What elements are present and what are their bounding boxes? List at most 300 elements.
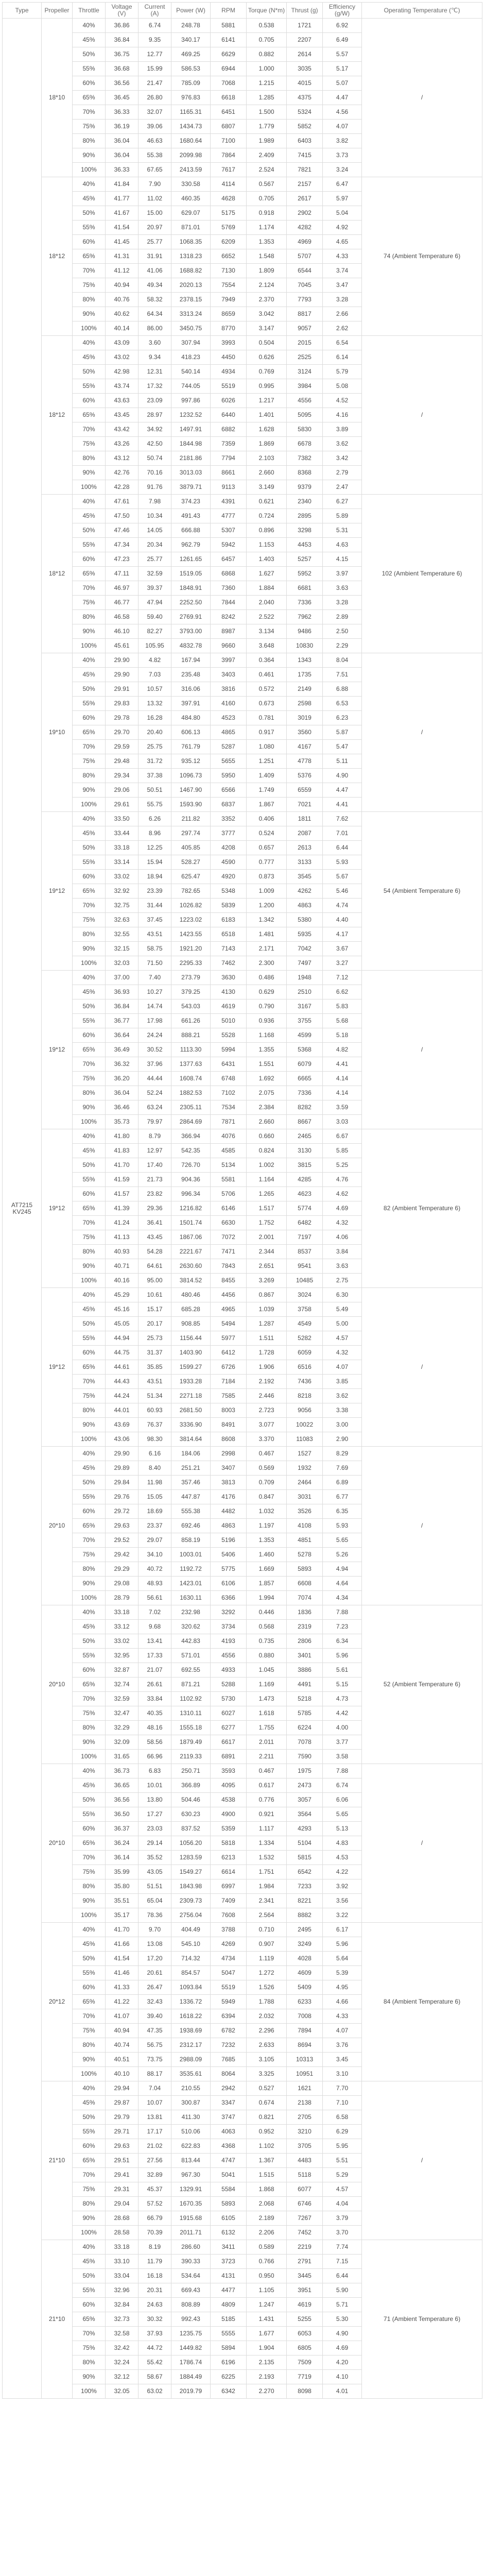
power-cell: 1599.27	[171, 1360, 211, 1375]
rpm-cell: 5581	[211, 1173, 247, 1187]
rpm-cell: 6412	[211, 1346, 247, 1360]
rpm-cell: 6882	[211, 422, 247, 437]
voltage-cell: 44.75	[106, 1346, 139, 1360]
power-cell: 250.71	[171, 1764, 211, 1778]
thrust-cell: 8667	[287, 1115, 323, 1129]
torque-cell: 0.917	[247, 725, 287, 740]
efficiency-cell: 3.27	[323, 956, 362, 971]
rpm-cell: 6652	[211, 249, 247, 264]
thrust-cell: 3024	[287, 1288, 323, 1302]
thrust-cell: 9379	[287, 480, 323, 495]
thrust-cell: 3249	[287, 1937, 323, 1952]
throttle-cell: 65%	[73, 1995, 106, 2009]
efficiency-cell: 5.65	[323, 1807, 362, 1822]
thrust-cell: 10313	[287, 2053, 323, 2067]
power-cell: 669.43	[171, 2283, 211, 2298]
torque-cell: 0.907	[247, 1937, 287, 1952]
current-cell: 17.17	[139, 2125, 171, 2139]
throttle-cell: 45%	[73, 1461, 106, 1476]
current-cell: 6.74	[139, 19, 171, 33]
power-cell: 3450.75	[171, 321, 211, 336]
voltage-cell: 28.79	[106, 1591, 139, 1605]
current-cell: 50.51	[139, 783, 171, 798]
rpm-cell: 6209	[211, 235, 247, 249]
efficiency-cell: 6.29	[323, 2125, 362, 2139]
thrust-cell: 5324	[287, 105, 323, 120]
voltage-cell: 29.91	[106, 682, 139, 697]
current-cell: 66.96	[139, 1750, 171, 1764]
voltage-cell: 33.44	[106, 826, 139, 841]
rpm-cell: 6196	[211, 2355, 247, 2370]
rpm-cell: 7462	[211, 956, 247, 971]
efficiency-cell: 5.67	[323, 870, 362, 884]
thrust-cell: 3057	[287, 1793, 323, 1807]
torque-cell: 3.134	[247, 624, 287, 639]
power-cell: 2221.67	[171, 1245, 211, 1259]
throttle-cell: 100%	[73, 2226, 106, 2240]
rpm-cell: 4934	[211, 365, 247, 379]
thrust-cell: 3984	[287, 379, 323, 394]
thrust-cell: 5376	[287, 769, 323, 783]
rpm-cell: 4523	[211, 711, 247, 725]
thrust-cell: 4609	[287, 1966, 323, 1980]
efficiency-cell: 4.01	[323, 2384, 362, 2399]
thrust-cell: 8537	[287, 1245, 323, 1259]
current-cell: 70.16	[139, 466, 171, 480]
current-cell: 6.16	[139, 1447, 171, 1461]
throttle-cell: 80%	[73, 1721, 106, 1735]
power-cell: 210.55	[171, 2081, 211, 2096]
current-cell: 21.07	[139, 1663, 171, 1677]
rpm-cell: 7072	[211, 1230, 247, 1245]
current-cell: 34.92	[139, 422, 171, 437]
torque-cell: 0.461	[247, 668, 287, 682]
torque-cell: 2.040	[247, 596, 287, 610]
efficiency-cell: 6.92	[323, 19, 362, 33]
throttle-cell: 45%	[73, 2255, 106, 2269]
power-cell: 316.06	[171, 682, 211, 697]
voltage-cell: 47.61	[106, 495, 139, 509]
power-cell: 411.30	[171, 2110, 211, 2125]
efficiency-cell: 5.49	[323, 1302, 362, 1317]
rpm-cell: 5494	[211, 1317, 247, 1331]
torque-cell: 2.660	[247, 466, 287, 480]
voltage-cell: 47.11	[106, 567, 139, 581]
current-cell: 43.05	[139, 1865, 171, 1879]
power-cell: 297.74	[171, 826, 211, 841]
torque-cell: 0.567	[247, 177, 287, 192]
rpm-cell: 6431	[211, 1057, 247, 1072]
propeller-cell: 21*10	[42, 2081, 73, 2240]
efficiency-cell: 4.56	[323, 105, 362, 120]
rpm-cell: 6868	[211, 567, 247, 581]
current-cell: 105.95	[139, 639, 171, 653]
table-row	[3, 1923, 482, 1937]
throttle-cell: 60%	[73, 1663, 106, 1677]
power-cell: 357.46	[171, 1476, 211, 1490]
rpm-cell: 7471	[211, 1245, 247, 1259]
current-cell: 34.10	[139, 1548, 171, 1562]
rpm-cell: 5769	[211, 221, 247, 235]
power-cell: 540.14	[171, 365, 211, 379]
torque-cell: 1.039	[247, 1302, 287, 1317]
torque-cell: 0.617	[247, 1778, 287, 1793]
torque-cell: 0.657	[247, 841, 287, 855]
current-cell: 9.35	[139, 33, 171, 47]
current-cell: 56.61	[139, 1591, 171, 1605]
torque-cell: 3.325	[247, 2067, 287, 2081]
efficiency-cell: 5.57	[323, 47, 362, 62]
efficiency-cell: 5.46	[323, 884, 362, 899]
current-cell: 15.05	[139, 1490, 171, 1504]
torque-cell: 0.776	[247, 1793, 287, 1807]
current-cell: 8.96	[139, 826, 171, 841]
voltage-cell: 41.77	[106, 192, 139, 206]
current-cell: 21.47	[139, 76, 171, 91]
header-operating-temperature: Operating Temperature (℃)	[362, 3, 482, 19]
current-cell: 7.02	[139, 1605, 171, 1620]
power-cell: 1056.20	[171, 1836, 211, 1851]
current-cell: 23.82	[139, 1187, 171, 1201]
rpm-cell: 7685	[211, 2053, 247, 2067]
voltage-cell: 35.51	[106, 1894, 139, 1908]
torque-cell: 0.952	[247, 2125, 287, 2139]
rpm-cell: 7360	[211, 581, 247, 596]
propeller-cell: 18*12	[42, 336, 73, 495]
torque-cell: 1.342	[247, 913, 287, 927]
voltage-cell: 40.94	[106, 2024, 139, 2038]
torque-cell: 0.705	[247, 33, 287, 47]
throttle-cell: 75%	[73, 278, 106, 293]
thrust-cell: 5893	[287, 1562, 323, 1577]
voltage-cell: 29.61	[106, 798, 139, 812]
torque-cell: 1.367	[247, 2154, 287, 2168]
torque-cell: 0.673	[247, 697, 287, 711]
throttle-cell: 75%	[73, 2024, 106, 2038]
voltage-cell: 33.10	[106, 2255, 139, 2269]
voltage-cell: 29.94	[106, 2081, 139, 2096]
propeller-cell: 20*12	[42, 1923, 73, 2081]
torque-cell: 2.001	[247, 1230, 287, 1245]
voltage-cell: 41.84	[106, 177, 139, 192]
thrust-cell: 2465	[287, 1129, 323, 1144]
throttle-cell: 75%	[73, 1865, 106, 1879]
current-cell: 11.79	[139, 2255, 171, 2269]
torque-cell: 0.660	[247, 1129, 287, 1144]
table-row	[3, 2081, 482, 2096]
torque-cell: 1.994	[247, 1591, 287, 1605]
thrust-cell: 4851	[287, 1533, 323, 1548]
torque-cell: 0.936	[247, 1014, 287, 1028]
throttle-cell: 70%	[73, 1851, 106, 1865]
power-cell: 606.13	[171, 725, 211, 740]
thrust-cell: 6559	[287, 783, 323, 798]
efficiency-cell: 4.10	[323, 2370, 362, 2384]
voltage-cell: 45.05	[106, 1317, 139, 1331]
torque-cell: 0.705	[247, 192, 287, 206]
voltage-cell: 33.04	[106, 2269, 139, 2283]
torque-cell: 2.341	[247, 1894, 287, 1908]
rpm-cell: 4556	[211, 1649, 247, 1663]
thrust-cell: 5095	[287, 408, 323, 422]
current-cell: 44.44	[139, 1072, 171, 1086]
torque-cell: 0.524	[247, 826, 287, 841]
torque-cell: 1.401	[247, 408, 287, 422]
rpm-cell: 7554	[211, 278, 247, 293]
current-cell: 13.08	[139, 1937, 171, 1952]
thrust-cell: 7267	[287, 2211, 323, 2226]
thrust-cell: 8817	[287, 307, 323, 321]
rpm-cell: 5818	[211, 1836, 247, 1851]
current-cell: 4.82	[139, 653, 171, 668]
rpm-cell: 4208	[211, 841, 247, 855]
efficiency-cell: 6.77	[323, 1490, 362, 1504]
operating-temperature-cell: /	[362, 1447, 482, 1605]
voltage-cell: 40.14	[106, 321, 139, 336]
torque-cell: 3.149	[247, 480, 287, 495]
efficiency-cell: 5.89	[323, 509, 362, 523]
throttle-cell: 50%	[73, 682, 106, 697]
thrust-cell: 5380	[287, 913, 323, 927]
torque-cell: 2.206	[247, 2226, 287, 2240]
voltage-cell: 33.18	[106, 1605, 139, 1620]
rpm-cell: 6630	[211, 1216, 247, 1230]
voltage-cell: 41.31	[106, 249, 139, 264]
rpm-cell: 6225	[211, 2370, 247, 2384]
efficiency-cell: 5.13	[323, 1822, 362, 1836]
efficiency-cell: 3.63	[323, 581, 362, 596]
torque-cell: 0.790	[247, 999, 287, 1014]
efficiency-cell: 4.69	[323, 1201, 362, 1216]
voltage-cell: 43.26	[106, 437, 139, 451]
power-cell: 542.35	[171, 1144, 211, 1158]
rpm-cell: 5655	[211, 754, 247, 769]
throttle-cell: 60%	[73, 1346, 106, 1360]
rpm-cell: 4900	[211, 1807, 247, 1822]
efficiency-cell: 4.95	[323, 1980, 362, 1995]
torque-cell: 1.788	[247, 1995, 287, 2009]
voltage-cell: 29.78	[106, 711, 139, 725]
rpm-cell: 6748	[211, 1072, 247, 1086]
thrust-cell: 4028	[287, 1952, 323, 1966]
power-cell: 2309.73	[171, 1894, 211, 1908]
current-cell: 10.57	[139, 682, 171, 697]
thrust-cell: 6482	[287, 1216, 323, 1230]
throttle-cell: 55%	[73, 1649, 106, 1663]
efficiency-cell: 6.23	[323, 711, 362, 725]
efficiency-cell: 5.95	[323, 2139, 362, 2154]
rpm-cell: 5949	[211, 1995, 247, 2009]
power-cell: 504.46	[171, 1793, 211, 1807]
power-cell: 726.70	[171, 1158, 211, 1173]
voltage-cell: 29.84	[106, 1476, 139, 1490]
power-cell: 1449.82	[171, 2341, 211, 2355]
thrust-cell: 2138	[287, 2096, 323, 2110]
throttle-cell: 100%	[73, 956, 106, 971]
power-cell: 307.94	[171, 336, 211, 350]
rpm-cell: 7949	[211, 293, 247, 307]
thrust-cell: 7021	[287, 798, 323, 812]
thrust-cell: 5278	[287, 1548, 323, 1562]
rpm-cell: 7794	[211, 451, 247, 466]
efficiency-cell: 4.41	[323, 798, 362, 812]
efficiency-cell: 5.96	[323, 1649, 362, 1663]
throttle-cell: 75%	[73, 2341, 106, 2355]
efficiency-cell: 4.14	[323, 1086, 362, 1100]
current-cell: 33.84	[139, 1692, 171, 1706]
torque-cell: 1.473	[247, 1692, 287, 1706]
throttle-cell: 50%	[73, 47, 106, 62]
rpm-cell: 7585	[211, 1389, 247, 1403]
efficiency-cell: 4.47	[323, 783, 362, 798]
throttle-cell: 40%	[73, 2240, 106, 2255]
torque-cell: 0.821	[247, 2110, 287, 2125]
torque-cell: 0.467	[247, 1447, 287, 1461]
efficiency-cell: 3.67	[323, 942, 362, 956]
table-row	[3, 177, 482, 192]
throttle-cell: 60%	[73, 1187, 106, 1201]
efficiency-cell: 4.83	[323, 1836, 362, 1851]
efficiency-cell: 5.61	[323, 1663, 362, 1677]
thrust-cell: 4293	[287, 1822, 323, 1836]
torque-cell: 2.211	[247, 1750, 287, 1764]
efficiency-cell: 4.47	[323, 91, 362, 105]
throttle-cell: 90%	[73, 783, 106, 798]
throttle-cell: 100%	[73, 798, 106, 812]
current-cell: 55.75	[139, 798, 171, 812]
voltage-cell: 40.93	[106, 1245, 139, 1259]
thrust-cell: 6746	[287, 2197, 323, 2211]
thrust-cell: 7590	[287, 1750, 323, 1764]
throttle-cell: 60%	[73, 2298, 106, 2312]
current-cell: 12.77	[139, 47, 171, 62]
efficiency-cell: 3.03	[323, 1115, 362, 1129]
throttle-cell: 90%	[73, 2053, 106, 2067]
voltage-cell: 32.24	[106, 2355, 139, 2370]
throttle-cell: 40%	[73, 336, 106, 350]
voltage-cell: 29.70	[106, 725, 139, 740]
torque-cell: 1.168	[247, 1028, 287, 1043]
current-cell: 45.37	[139, 2182, 171, 2197]
efficiency-cell: 4.32	[323, 1216, 362, 1230]
thrust-cell: 6681	[287, 581, 323, 596]
thrust-cell: 3445	[287, 2269, 323, 2283]
efficiency-cell: 4.63	[323, 538, 362, 552]
power-cell: 484.80	[171, 711, 211, 725]
thrust-cell: 9057	[287, 321, 323, 336]
voltage-cell: 45.16	[106, 1302, 139, 1317]
current-cell: 63.24	[139, 1100, 171, 1115]
torque-cell: 2.446	[247, 1389, 287, 1403]
efficiency-cell: 3.47	[323, 278, 362, 293]
efficiency-cell: 4.66	[323, 1995, 362, 2009]
voltage-cell: 35.17	[106, 1908, 139, 1923]
torque-cell: 1.857	[247, 1577, 287, 1591]
voltage-cell: 41.54	[106, 221, 139, 235]
torque-cell: 0.569	[247, 1461, 287, 1476]
efficiency-cell: 7.15	[323, 2255, 362, 2269]
power-cell: 1223.02	[171, 913, 211, 927]
header-rpm: RPM	[211, 3, 247, 19]
rpm-cell: 5893	[211, 2197, 247, 2211]
throttle-cell: 70%	[73, 581, 106, 596]
throttle-cell: 50%	[73, 999, 106, 1014]
power-cell: 4832.78	[171, 639, 211, 653]
voltage-cell: 36.64	[106, 1028, 139, 1043]
rpm-cell: 6944	[211, 62, 247, 76]
torque-cell: 1.409	[247, 769, 287, 783]
thrust-cell: 7008	[287, 2009, 323, 2024]
torque-cell: 3.269	[247, 1274, 287, 1288]
rpm-cell: 6614	[211, 1865, 247, 1879]
power-cell: 996.34	[171, 1187, 211, 1201]
rpm-cell: 4450	[211, 350, 247, 365]
thrust-cell: 6403	[287, 134, 323, 148]
thrust-cell: 6233	[287, 1995, 323, 2009]
thrust-cell: 8694	[287, 2038, 323, 2053]
efficiency-cell: 3.82	[323, 134, 362, 148]
rpm-cell: 6617	[211, 1735, 247, 1750]
power-cell: 2769.91	[171, 610, 211, 624]
voltage-cell: 41.70	[106, 1923, 139, 1937]
rpm-cell: 5730	[211, 1692, 247, 1706]
throttle-cell: 55%	[73, 1173, 106, 1187]
current-cell: 56.75	[139, 2038, 171, 2053]
torque-cell: 1.751	[247, 1865, 287, 1879]
rpm-cell: 4076	[211, 1129, 247, 1144]
voltage-cell: 35.73	[106, 1115, 139, 1129]
current-cell: 47.94	[139, 596, 171, 610]
rpm-cell: 5994	[211, 1043, 247, 1057]
torque-cell: 1.102	[247, 2139, 287, 2154]
current-cell: 9.70	[139, 1923, 171, 1937]
voltage-cell: 40.16	[106, 1274, 139, 1288]
efficiency-cell: 3.59	[323, 1100, 362, 1115]
rpm-cell: 6518	[211, 927, 247, 942]
power-cell: 366.89	[171, 1778, 211, 1793]
voltage-cell: 29.31	[106, 2182, 139, 2197]
throttle-cell: 55%	[73, 697, 106, 711]
current-cell: 6.83	[139, 1764, 171, 1778]
throttle-cell: 40%	[73, 1447, 106, 1461]
throttle-cell: 90%	[73, 307, 106, 321]
torque-cell: 0.629	[247, 985, 287, 999]
efficiency-cell: 4.90	[323, 769, 362, 783]
current-cell: 10.61	[139, 1288, 171, 1302]
efficiency-cell: 2.50	[323, 624, 362, 639]
efficiency-cell: 3.77	[323, 1735, 362, 1750]
power-cell: 2271.18	[171, 1389, 211, 1403]
current-cell: 32.43	[139, 1995, 171, 2009]
header-current: Current (A)	[139, 3, 171, 19]
torque-cell: 0.504	[247, 336, 287, 350]
voltage-cell: 32.96	[106, 2283, 139, 2298]
current-cell: 7.90	[139, 177, 171, 192]
efficiency-cell: 4.32	[323, 1346, 362, 1360]
throttle-cell: 65%	[73, 1836, 106, 1851]
header-throttle: Throttle	[73, 3, 106, 19]
efficiency-cell: 3.28	[323, 293, 362, 307]
power-cell: 1113.30	[171, 1043, 211, 1057]
voltage-cell: 42.28	[106, 480, 139, 495]
thrust-cell: 7793	[287, 293, 323, 307]
rpm-cell: 6183	[211, 913, 247, 927]
thrust-cell: 10830	[287, 639, 323, 653]
throttle-cell: 45%	[73, 985, 106, 999]
voltage-cell: 41.39	[106, 1201, 139, 1216]
thrust-cell: 4623	[287, 1187, 323, 1201]
thrust-cell: 4619	[287, 2298, 323, 2312]
